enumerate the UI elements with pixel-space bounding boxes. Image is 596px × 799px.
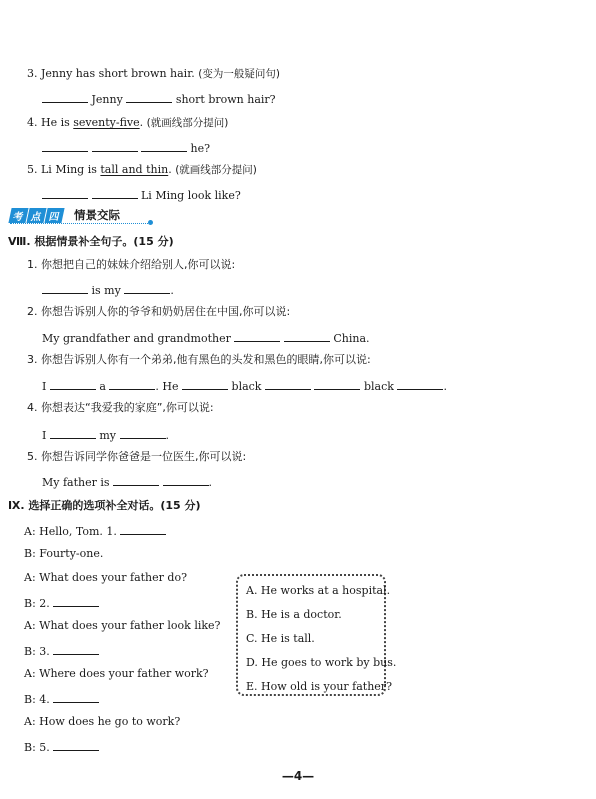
answer-blank[interactable] (124, 283, 170, 294)
s8-item-2-prompt: 2. 你想告诉别人你的爷爷和奶奶居住在中国,你可以说: (27, 305, 291, 318)
page-number: —4— (281, 769, 315, 783)
q4-answer-line: he? (42, 141, 210, 154)
answer-blank[interactable] (109, 379, 155, 390)
answer-blank[interactable] (397, 379, 443, 390)
answer-blank[interactable] (42, 92, 88, 103)
s8-item-4-answer: I my . (42, 429, 170, 442)
dialog-line: A: How does he go to work? (24, 715, 181, 728)
answer-blank[interactable] (53, 644, 99, 655)
answer-blank[interactable] (265, 379, 311, 390)
q5-prompt: 5. Li Ming is tall and thin. (就画线部分提问) (27, 163, 257, 176)
topic-underline (10, 223, 150, 224)
option-a: A. He works at a hospital. (246, 584, 391, 597)
s8-item-5-answer: My father is . (42, 476, 213, 489)
answer-blank[interactable] (53, 692, 99, 703)
option-c: C. He is tall. (246, 632, 315, 645)
answer-blank[interactable] (53, 740, 99, 751)
answer-blank[interactable] (42, 188, 88, 199)
q5-answer-line: Li Ming look like? (42, 188, 241, 201)
dialog-line: B: Fourty-one. (24, 547, 104, 560)
dialog-line: B: 5. (24, 740, 99, 753)
answer-blank[interactable] (50, 428, 96, 439)
dialog-line: A: What does your father look like? (24, 619, 221, 632)
answer-blank[interactable] (92, 141, 138, 152)
s8-item-1-prompt: 1. 你想把自己的妹妹介绍给别人,你可以说: (27, 258, 236, 271)
answer-blank[interactable] (284, 331, 330, 342)
q3-answer-line: Jenny short brown hair? (42, 92, 276, 105)
dialog-line: B: 4. (24, 692, 99, 705)
s8-item-3-prompt: 3. 你想告诉别人你有一个弟弟,他有黑色的头发和黑色的眼睛,你可以说: (27, 353, 371, 366)
s8-item-3-answer: I a . He black black . (42, 380, 447, 393)
answer-blank[interactable] (126, 92, 172, 103)
q3-prompt: 3. Jenny has short brown hair. (变为一般疑问句) (27, 67, 280, 80)
q4-prompt: 4. He is seventy-five. (就画线部分提问) (27, 116, 229, 129)
answer-blank[interactable] (234, 331, 280, 342)
s8-item-1-answer: is my . (42, 283, 174, 296)
s8-item-4-prompt: 4. 你想表达“我爱我的家庭”,你可以说: (27, 401, 214, 414)
answer-blank[interactable] (182, 379, 228, 390)
answer-blank[interactable] (42, 283, 88, 294)
topic-tag (10, 207, 120, 223)
answer-blank[interactable] (120, 428, 166, 439)
answer-blank[interactable] (53, 596, 99, 607)
answer-blank[interactable] (42, 141, 88, 152)
s8-item-2-answer: My grandfather and grandmother China. (42, 332, 370, 345)
option-d: D. He goes to work by bus. (246, 656, 397, 669)
answer-blank[interactable] (50, 379, 96, 390)
tag-char: 考 (8, 208, 28, 223)
dialog-line: A: Hello, Tom. 1. (24, 524, 166, 537)
section-8-heading: Ⅷ. 根据情景补全句子。(15 分) (8, 235, 174, 248)
answer-blank[interactable] (113, 475, 159, 486)
dialog-line: A: What does your father do? (24, 571, 187, 584)
answer-blank[interactable] (92, 188, 138, 199)
section-9-heading: Ⅸ. 选择正确的选项补全对话。(15 分) (8, 499, 201, 512)
answer-blank[interactable] (120, 524, 166, 535)
answer-blank[interactable] (141, 141, 187, 152)
topic-title: 情景交际 (74, 208, 120, 222)
option-e: E. How old is your father? (246, 680, 392, 693)
s8-item-5-prompt: 5. 你想告诉同学你爸爸是一位医生,你可以说: (27, 450, 247, 463)
dialog-line: A: Where does your father work? (24, 667, 209, 680)
option-b: B. He is a doctor. (246, 608, 342, 621)
dialog-line: B: 3. (24, 644, 99, 657)
dialog-line: B: 2. (24, 596, 99, 609)
answer-blank[interactable] (314, 379, 360, 390)
tag-char: 点 (26, 208, 46, 223)
tag-char: 四 (44, 208, 64, 223)
topic-dot-icon (148, 220, 153, 225)
options-box (236, 574, 397, 696)
answer-blank[interactable] (163, 475, 209, 486)
